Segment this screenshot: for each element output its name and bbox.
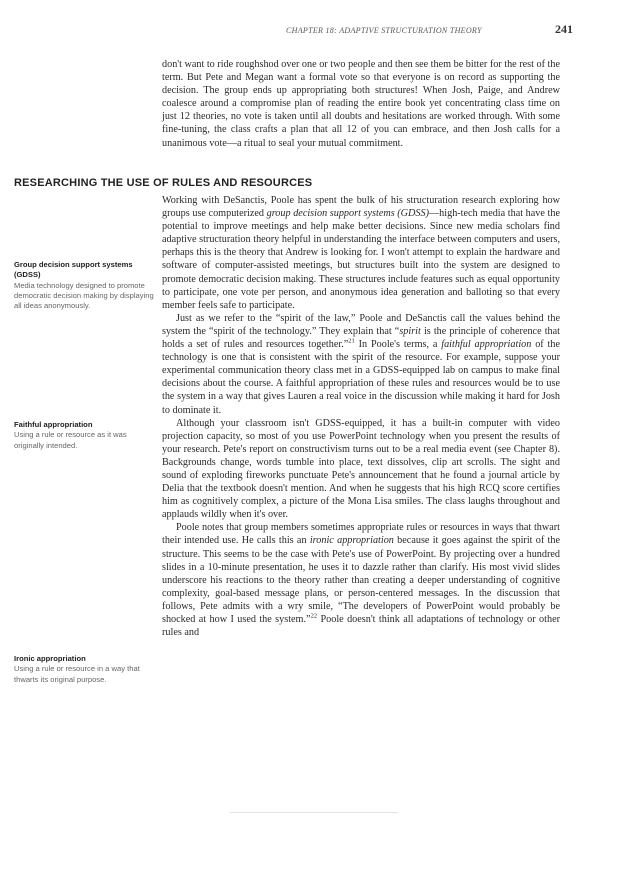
text-run: Just as we refer to the “spirit of the law,” Poole and DeSanctis call the values behind the system the “spirit of the technology.” They explain that “ xyxy=(162,312,560,337)
margin-note-definition: Using a rule or resource in a way that thwarts its original purpose. xyxy=(14,664,140,684)
text-run: of the technology is one that is consistent with the spirit of the resource. For example, suppose your experimental communication theory class met in a GDSS-equipped lab on campus to make final decisions about the course. A faithful appropriation of these rules and resources would be to use the system in a way that gives Lauren a real voice in the discussion while making it hard for Josh to dominate it. xyxy=(162,339,560,416)
paragraph-ironic xyxy=(162,521,560,639)
paragraph-gdss xyxy=(162,194,560,312)
paragraph-powerpoint: Although your classroom isn't GDSS-equipped, it has a built-in computer with video projection capacity, so most of you use PowerPoint technology when you present the results of your research. Pete's report on constructivism turns out to be a real media event (see Chapter 8). Backgrounds change, words tumble into place, text dissolves, clip art scrolls. The sight and sound of exploding fireworks punctuate Pete's announcement that he found a journal article by Delia that the textbook doesn't mention. And when he suggests that his high RCQ score certifies him as cognitively complex, a picture of the Mona Lisa smiles. The class laughs throughout and applauds wildly when it's over. xyxy=(162,417,560,521)
lead-paragraph xyxy=(162,58,560,150)
key-term: faithful appropriation xyxy=(441,339,532,351)
footnote-ref: 22 xyxy=(310,612,318,620)
key-term: group decision support systems (GDSS) xyxy=(266,208,429,220)
text-run: Poole notes that group members sometimes appropriate rules or resources in ways that thwart their intended use. He calls this an xyxy=(162,522,560,547)
margin-note-term: Group decision support systems (GDSS) xyxy=(14,260,133,280)
margin-note-term: Faithful appropriation xyxy=(14,420,93,429)
emphasis: spirit xyxy=(399,325,421,337)
page-number: 241 xyxy=(555,22,573,36)
margin-note-definition: Using a rule or resource as it was originally intended. xyxy=(14,430,127,450)
text-run: Poole doesn't think all adaptations of technology or other rules and xyxy=(162,614,560,639)
running-header: CHAPTER 18: ADAPTIVE STRUCTURATION THEORY xyxy=(286,26,482,35)
footnote-ref: 21 xyxy=(348,337,355,345)
body-text xyxy=(162,194,560,639)
text-run: because it goes against the spirit of the structure. This seems to be the case with Pete's use of PowerPoint. By projecting over a hundred slides in a 10-minute presentation, he uses it to dazzle rather than clarify. His most vivid slides underscore his reactions to the theory rather than creating a deeper understanding of cognitive complexity, goal-based message plans, or person-centered messages. In the discussion that follows, Pete admits with a wry smile, “The developers of PowerPoint would probably be shocked at how I used the system.” xyxy=(162,535,561,625)
text-run: In Poole's terms, a xyxy=(354,339,442,351)
text-run: is the principle of coherence that holds a set of rules and resources together.” xyxy=(162,325,560,351)
paragraph-faithful xyxy=(162,312,560,417)
margin-note-definition: Media technology designed to promote democratic decision making by displaying all ideas anonymously. xyxy=(14,280,154,311)
footer-rule xyxy=(230,812,398,813)
section-heading: RESEARCHING THE USE OF RULES AND RESOURCES xyxy=(14,177,313,189)
margin-note-term: Ironic appropriation xyxy=(14,654,86,663)
key-term: ironic appropriation xyxy=(309,535,394,547)
paragraph: don't want to ride roughshod over one or two people and then see them be bitter for the rest of the term. But Pete and Megan want a formal vote so that everyone is on record as supporting the decision. The group ends up appropriating both structures! When Josh, Paige, and Andrew coalesce around a compromise plan of reading the entire book yet concentrating class time on just 12 theories, no vote is taken until all doubts and hesitations are worked through. With some fine-tuning, the class crafts a plan that all 12 of you can embrace, and then Josh calls for a unanimous vote—a ritual to seal your mutual commitment. xyxy=(162,59,560,149)
margin-note-faithful xyxy=(14,420,154,451)
margin-note-gdss xyxy=(14,260,154,311)
margin-note-ironic xyxy=(14,654,154,685)
text-run: Working with DeSanctis, Poole has spent the bulk of his structuration research exploring how groups use computerized xyxy=(162,195,560,220)
text-run: —high-tech media that have the potential to improve meetings and help make better decisions. Since new media scholars find adaptive structuration theory helpful in understanding the interface between computers and users, perhaps this is the theory that Andrew is looking for. I won't attempt to explain the hardware and software of computer-assisted meetings, but structures built into the system are designed to promote democratic decision making. These structures include features such as equal opportunity to participate, one vote per person, and anonymous idea generation and balloting so that every member feels safe to participate. xyxy=(162,208,560,311)
